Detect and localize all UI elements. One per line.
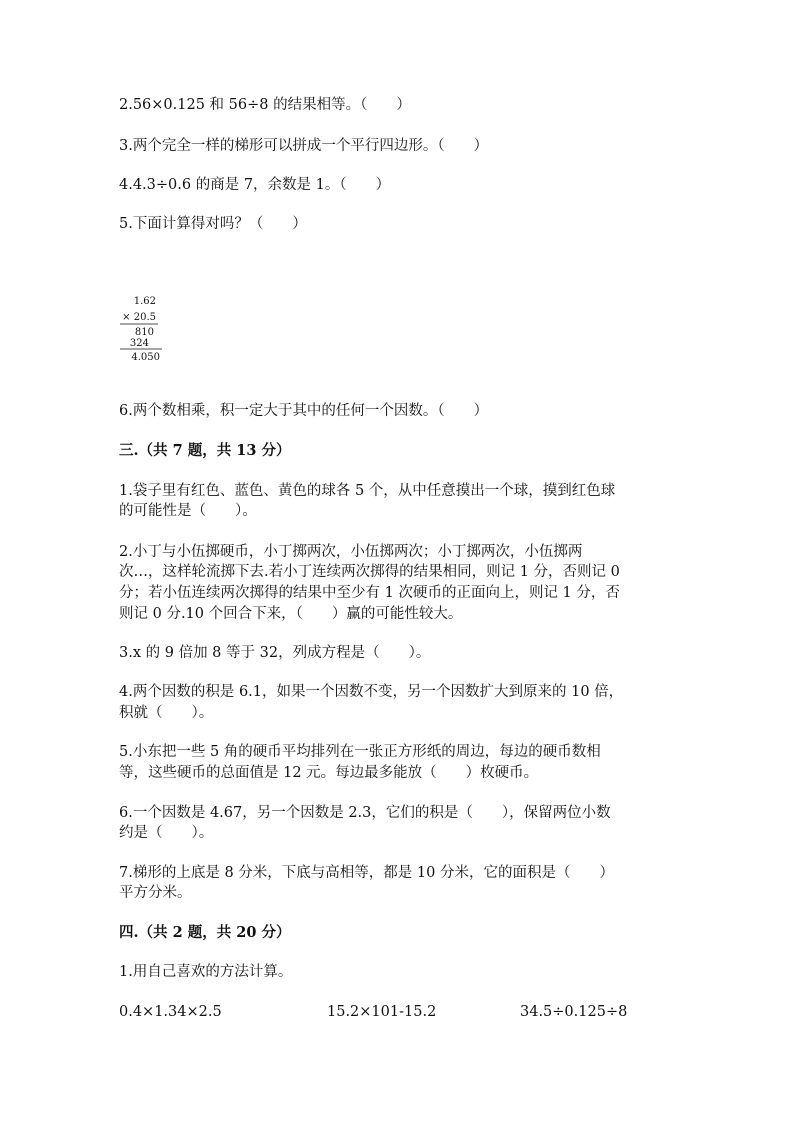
product-result: 4.050 [131, 352, 160, 363]
fill-question-2-line-1: 2.小丁与小伍掷硬币，小丁掷两次，小伍掷两次；小丁掷两次，小伍掷两 [119, 544, 583, 560]
judgement-question-6: 6.两个数相乘，积一定大于其中的任何一个因数。（ ） [119, 403, 489, 419]
partial-product-2: 324 [129, 338, 149, 349]
fill-question-1-line-1: 1.袋子里有红色、蓝色、黄色的球各 5 个，从中任意摸出一个球，摸到红色球 [119, 483, 616, 499]
judgement-question-3: 3.两个完全一样的梯形可以拼成一个平行四边形。（ ） [119, 138, 489, 154]
judgement-question-4: 4.4.3÷0.6 的商是 7，余数是 1。（ ） [119, 177, 391, 193]
multiplicand-text: 1.62 [133, 296, 156, 307]
judgement-question-2: 2.56×0.125 和 56÷8 的结果相等。（ ） [119, 97, 411, 113]
section-3-heading: 三.（共 7 题，共 13 分） [119, 442, 291, 459]
fill-question-6-line-1: 6.一个因数是 4.67，另一个因数是 2.3，它们的积是（ ），保留两位小数 [119, 805, 611, 821]
judgement-question-5: 5.下面计算得对吗？（ ） [119, 216, 307, 232]
fill-question-7-line-2: 平方分米。 [119, 885, 192, 901]
calc-expression-1: 0.4×1.34×2.5 [119, 1004, 222, 1020]
fill-question-5-line-2: 等，这些硬币的总面值是 12 元。每边最多能放（ ）枚硬币。 [119, 765, 539, 781]
fill-question-1-line-2: 的可能性是（ ）。 [119, 503, 257, 519]
fill-question-2-line-3: 分；若小伍连续两次掷得的结果中至少有 1 次硬币的正面向上，则记 1 分，否 [119, 585, 620, 601]
fill-question-2-line-2: 次…，这样轮流掷下去.若小丁连续两次掷得的结果相同，则记 1 分，否则记 0 [119, 564, 620, 580]
fill-question-3: 3.x 的 9 倍加 8 等于 32，列成方程是（ ）。 [119, 645, 431, 661]
fill-question-7-line-1: 7.梯形的上底是 8 分米，下底与高相等，都是 10 分米，它的面积是（ ） [119, 865, 614, 881]
fill-question-5-line-1: 5.小东把一些 5 角的硬币平均排列在一张正方形纸的周边，每边的硬币数相 [119, 744, 601, 760]
fill-question-2-line-4: 则记 0 分.10 个回合下来，（ ）赢的可能性较大。 [119, 606, 463, 622]
fill-question-6-line-2: 约是（ ）。 [119, 825, 214, 841]
calc-expression-2: 15.2×101-15.2 [327, 1004, 437, 1020]
multiplier-text: × 20.5 [122, 312, 156, 323]
section-4-heading: 四.（共 2 题，共 20 分） [119, 924, 291, 941]
fill-question-4-line-2: 积就（ ）。 [119, 705, 214, 721]
partial-product-1: 810 [134, 327, 154, 338]
calc-expression-3: 34.5÷0.125÷8 [520, 1004, 628, 1020]
vertical-multiplication-figure [112, 293, 172, 363]
calc-question-1: 1.用自己喜欢的方法计算。 [119, 964, 293, 980]
fill-question-4-line-1: 4.两个因数的积是 6.1，如果一个因数不变，另一个因数扩大到原来的 10 倍， [119, 684, 624, 700]
